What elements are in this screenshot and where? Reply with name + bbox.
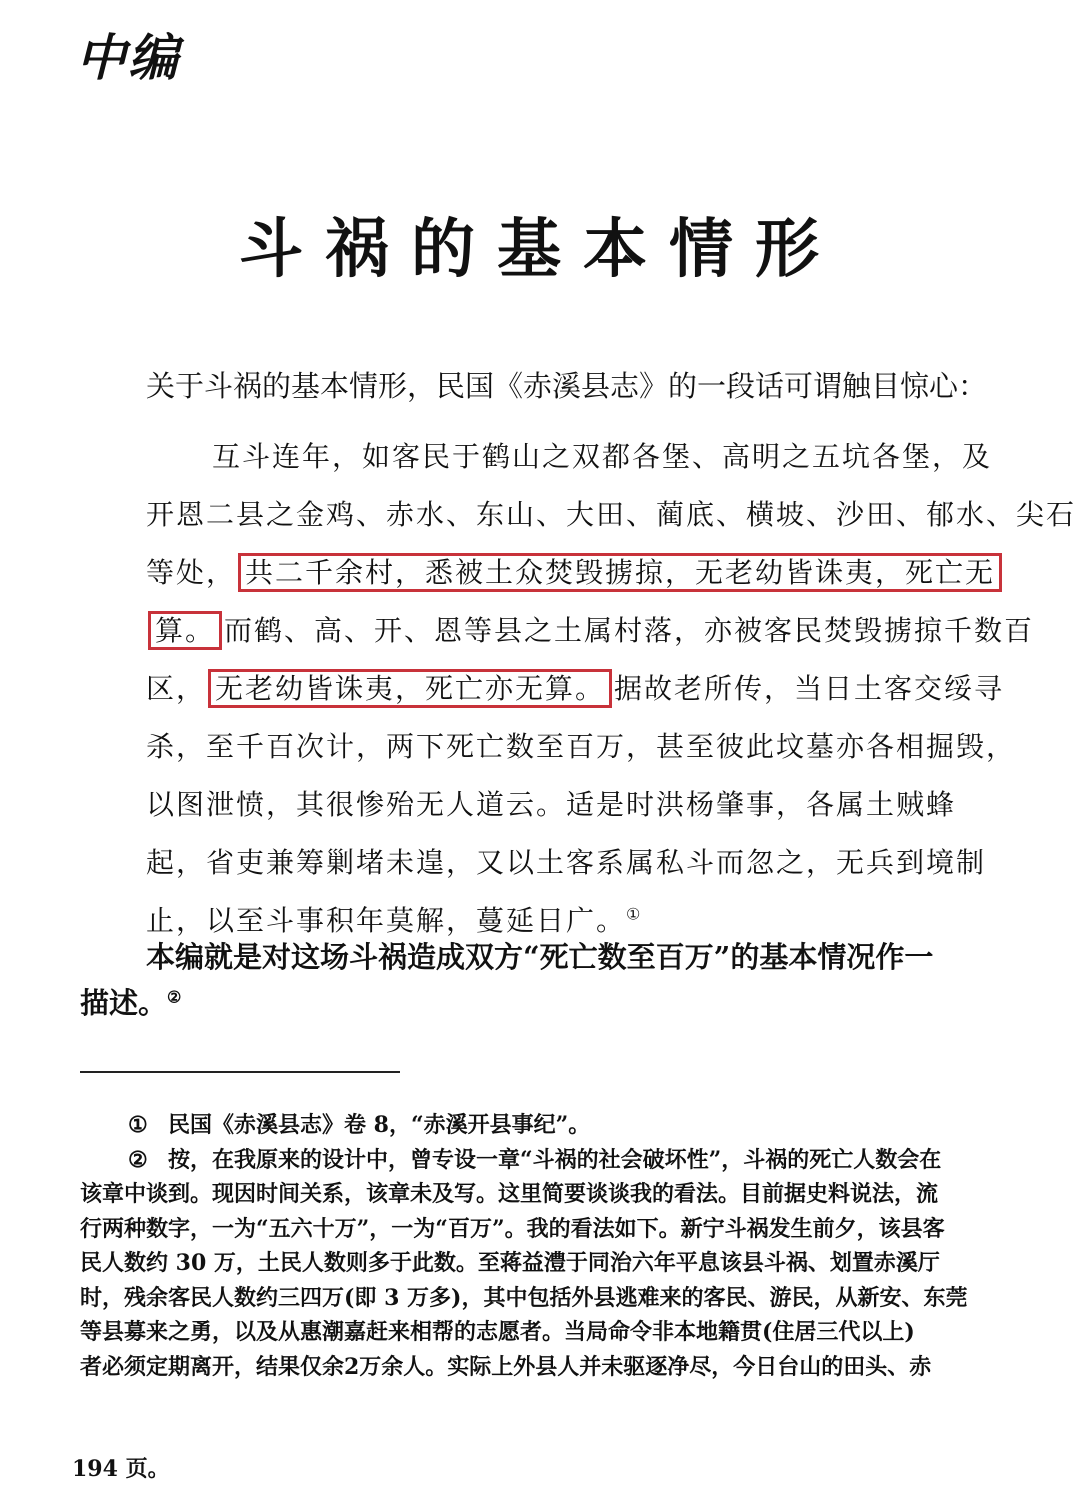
footnote-marker: ② <box>128 1146 148 1173</box>
quote-line: 以图泄愤，其很惨殆无人道云。适是时洪杨肇事，各属土贼蜂 <box>146 788 957 821</box>
highlighted-passage: 共二千余村，悉被土众焚毁掳掠，无老幼皆诛夷，死亡无 <box>238 553 1002 592</box>
quote-line: 互斗连年，如客民于鹤山之双都各堡、高明之五坑各堡，及 <box>212 440 993 473</box>
footnote-line: 民人数约 30 万，土民人数则多于此数。至蒋益澧于同治六年平息该县斗祸、划置赤溪厅 <box>80 1250 940 1276</box>
conclusion-paragraph <box>80 934 1012 1026</box>
quote-line: 开恩二县之金鸡、赤水、东山、大田、蔺底、横坡、沙田、郁水、尖石 <box>146 498 1077 531</box>
intro-paragraph: 关于斗祸的基本情形，民国《赤溪县志》的一段话可谓触目惊心： <box>146 369 988 403</box>
footnote-line: 该章中谈到。现因时间关系，该章未及写。这里简要谈谈我的看法。目前据史料说法，流 <box>80 1181 939 1207</box>
footnote-text: 民国《赤溪县志》卷 8，“赤溪开县事纪”。 <box>168 1112 591 1138</box>
footnote-ref: ② <box>167 987 182 1007</box>
footnote-line: 者必须定期离开，结果仅余2万余人。实际上外县人并未驱逐净尽，今日台山的田头、赤 <box>80 1353 932 1380</box>
quote-text: 区， <box>146 672 207 705</box>
conclusion-line: 本编就是对这场斗祸造成双方“死亡数至百万”的基本情况作一 <box>146 940 934 974</box>
conclusion-line <box>80 980 1012 1026</box>
quote-text: 等处， <box>146 556 237 589</box>
footnotes <box>80 1108 1016 1384</box>
footnote-line: 时，残余客民人数约三四万(即 3 万多)，其中包括外县逃难来的客民、游民，从新安、东莞 <box>80 1284 968 1311</box>
footnote-1 <box>80 1108 1016 1143</box>
quote-text: 而鹤、高、开、恩等县之土属村落，亦被客民焚毁掳掠千数百 <box>224 614 1035 647</box>
block-quote <box>146 428 1077 950</box>
quote-line <box>146 544 1012 602</box>
footnote-text: 按，在我原来的设计中，曾专设一章“斗祸的社会破坏性”，斗祸的死亡人数会在 <box>168 1146 942 1173</box>
chapter-title: 斗祸的基本情形 <box>239 213 841 287</box>
footnote-line: 行两种数字，一为“五六十万”，一为“百万”。我的看法如下。新宁斗祸发生前夕，该县客 <box>80 1215 945 1242</box>
highlighted-passage: 无老幼皆诛夷，死亡亦无算。 <box>208 669 612 708</box>
footnote-ref: ① <box>626 904 643 924</box>
quote-text: 据故老所传，当日土客交绥寻 <box>614 672 1005 705</box>
footnote-2 <box>80 1143 1016 1178</box>
footnote-marker: ① <box>128 1112 148 1138</box>
quote-line <box>146 660 1012 718</box>
quote-line: 杀，至千百次计，两下死亡数至百万，甚至彼此坟墓亦各相掘毁， <box>146 730 1017 763</box>
page-continuation: 194 页。 <box>72 1456 170 1482</box>
quote-text: 止，以至斗事积年莫解，蔓延日广。 <box>146 904 627 937</box>
section-label: 中编 <box>76 29 180 87</box>
conclusion-text: 描述。 <box>80 986 168 1020</box>
highlighted-passage: 算。 <box>148 611 222 650</box>
quote-line: 起，省吏兼筹剿堵未遑，又以土客系属私斗而忽之，无兵到境制 <box>146 846 987 879</box>
footnote-line: 等县募来之勇，以及从惠潮嘉赶来相帮的志愿者。当局命令非本地籍贯(住居三代以上) <box>80 1319 915 1345</box>
footnote-divider <box>80 1071 400 1073</box>
quote-line <box>146 602 1035 660</box>
